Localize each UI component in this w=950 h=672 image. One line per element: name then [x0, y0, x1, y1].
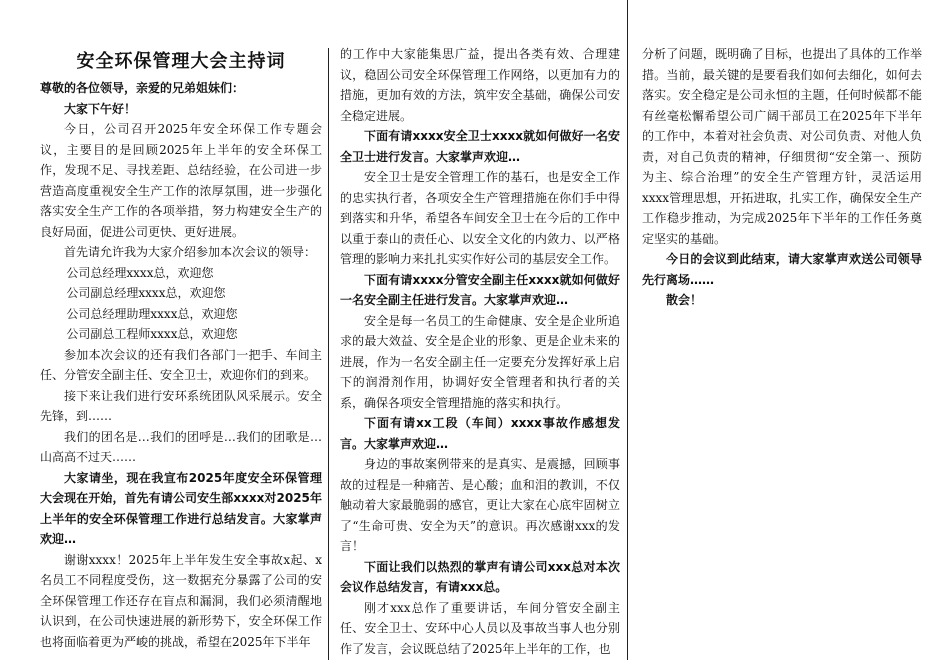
paragraph-closing: 今日的会议到此结束，请大家掌声欢送公司领导先行离场……	[642, 252, 922, 287]
paragraph-intro: 今日，公司召开2025年安全环保工作专题会议，主要目的是回顾2025年上半年的安全环保工作，发现不足、寻找差距、总结经验，在公司进一步营造高度重视安全生产工作的浓厚氛围，进一步强化落实安全生产工作的各项举措，努力构建安全生产的良好局面，促进公司更快、更好进展。	[40, 122, 322, 239]
paragraph-summary-intro: 下面让我们以热烈的掌声有请公司xxx总对本次会议作总结发言，有请xxx总。	[340, 559, 620, 594]
leader-item: 公司副总经理xxxx总，欢迎您	[66, 286, 226, 300]
column-divider	[627, 0, 628, 660]
paragraph-team-show: 接下来让我们进行安环系统团队风采展示。安全先锋，到……	[40, 388, 322, 423]
paragraph-thanks: 谢谢xxxx！2025年上半年发生安全事故x起、x名员工不同程度受伤，这一数据充分暴露了公司的安全环保管理工作还存在盲点和漏洞，我们必须清醒地认识到，在公司快速进展的新形势下，安全环保工作也将面临着更为严峻的挑战，希望在2025年下半年	[40, 552, 322, 649]
paragraph-opening: 大家请坐，现在我宣布2025年度安全环保管理大会现在开始，首先有请公司安生部xxxx对2025年上半年的安全环保管理工作进行总结发言。大家掌声欢迎…	[40, 470, 322, 546]
column-3	[642, 44, 922, 666]
paragraph-guard: 安全卫士是安全管理工作的基石，也是安全工作的忠实执行者，各项安全生产管理措施在你们手中得到落实和升华，希望各车间安全卫士在今后的工作中以重于泰山的责任心、以安全文化的内敛力、以严格管理的影响力来扎扎实实作好公司的基层安全工作。	[340, 170, 620, 266]
paragraph-deputy: 安全是每一名员工的生命健康、安全是企业所追求的最大效益、安全是企业的形象、更是企业未来的进展，作为一名安全副主任一定要充分发挥好承上启下的润滑剂作用，协调好安全管理者和执行者的关系，确保各项安全管理措施的落实和执行。	[340, 313, 620, 410]
paragraph-guard-intro: 下面有请xxxx安全卫士xxxx就如何做好一名安全卫士进行发言。大家掌声欢迎…	[340, 129, 620, 164]
hello: 大家下午好！	[64, 101, 137, 116]
leader-item: 公司副总工程师xxxx总，欢迎您	[66, 327, 238, 341]
paragraph-dismiss: 散会！	[666, 293, 703, 307]
paragraph-attendees: 参加本次会议的还有我们各部门一把手、车间主任、分管安全副主任、安全卫士，欢迎你们的到来。	[40, 347, 322, 382]
page-title: 安全环保管理大会主持词	[76, 51, 286, 72]
paragraph-leaders-intro: 首先请允许我为大家介绍参加本次会议的领导：	[64, 245, 317, 259]
paragraph-accident-intro: 下面有请xx工段（车间）xxxx事故作感想发言。大家掌声欢迎…	[340, 416, 620, 451]
greeting: 尊敬的各位领导，亲爱的兄弟姐妹们：	[40, 81, 245, 95]
paragraph-deputy-intro: 下面有请xxxx分管安全副主任xxxx就如何做好一名安全副主任进行发言。大家掌声欢迎…	[340, 272, 620, 307]
column-2	[340, 44, 620, 666]
leader-item: 公司总经理助理xxxx总，欢迎您	[66, 306, 238, 321]
column-1	[40, 78, 322, 666]
paragraph-summary: 分析了问题，既明确了目标，也提出了具体的工作举措。当前，最关键的是要看我们如何去细化，如何去落实。安全稳定是公司永恒的主题，任何时候都不能有丝毫松懈希望公司广阔干部员工在2025年下半年的工作中，本着对社会负责、对公司负责、对他人负责，对自己负责的精神，仔细贯彻“安全第一、预防为主、综合治理”的安全生产管理方针，灵活运用xxxx管理思想，开拓进取，扎实工作，确保安全生产工作稳步推动，为完成2025年下半年的工作任务奠定坚实的基础。	[642, 47, 922, 246]
paragraph-accident: 身边的事故案例带来的是真实、是震撼，回顾事故的过程是一种痛苦、是心酸；血和泪的教训，不仅触动着大家最脆弱的感官，更让大家在心底牢固树立了“生命可贵、安全为天”的意识。再次感谢xxx的发言！	[340, 457, 620, 553]
column-divider	[328, 48, 329, 660]
leader-item: 公司总经理xxxx总，欢迎您	[66, 265, 214, 280]
paragraph-thanks: 的工作中大家能集思广益，提出各类有效、合理建议，稳固公司安全环保管理工作网络，以更加有力的措施，更加有效的方法，筑牢安全基础，确保公司安全稳定进展。	[340, 47, 620, 123]
paragraph-team-slogan: 我们的团名是…我们的团呼是…我们的团歌是…山高高不过天……	[40, 429, 322, 464]
paragraph-summary: 刚才xxx总作了重要讲话，车间分管安全副主任、安全卫士、安环中心人员以及事故当事人也分别作了发言，会议既总结了2025年上半年的工作，也	[340, 600, 620, 656]
